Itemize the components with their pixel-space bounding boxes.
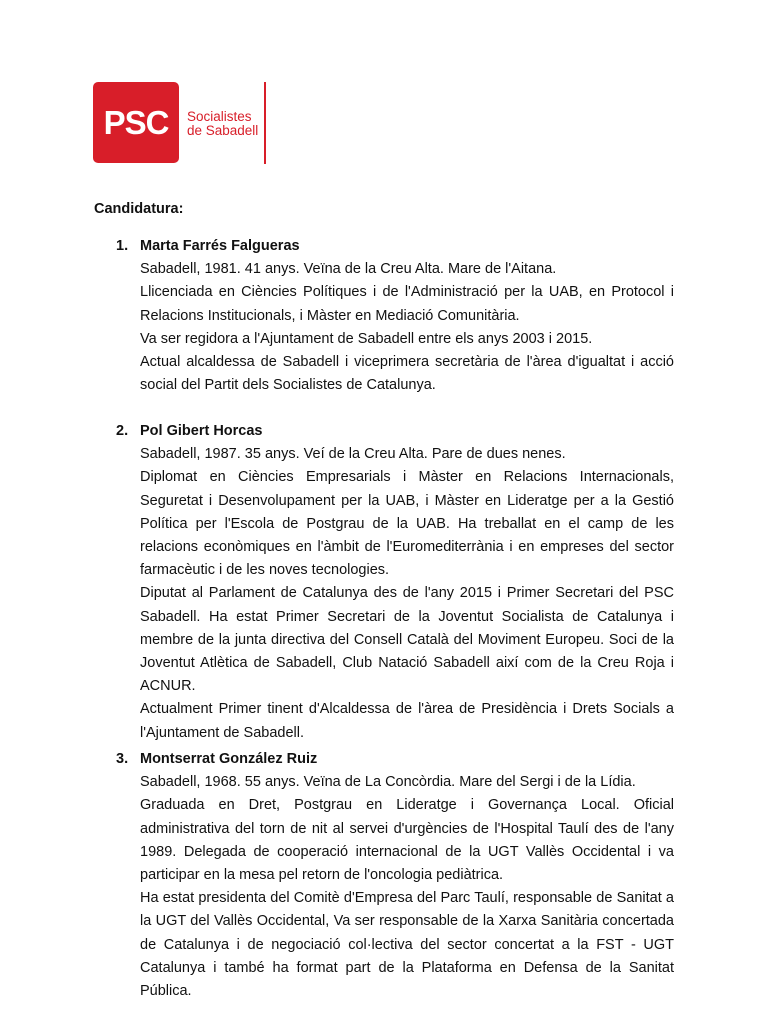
candidate-number: 2. [116,423,129,439]
candidate-bio-line: Sabadell, 1987. 35 anys. Veí de la Creu Alta. Pare de dues nenes. [140,446,566,463]
logo-line-1: Socialistes [187,109,252,124]
candidate-title [116,420,674,443]
candidate-bio-line: Graduada en Dret, Postgrau en Lideratge i Governança Local. Oficial administrativa del torn de nit al servei d'urgències de l'Hospital Taulí des de l'any 1989. Delegada de cooperació internacional de la UGT Vallès Occidental i va participar en la mesa pel retorn de l'oncologia pediàtrica. [140,797,674,884]
candidate-2 [116,420,674,745]
candidate-name: Marta Farrés Falgueras [140,238,300,254]
candidate-1 [116,235,674,397]
candidate-bio-line: Diplomat en Ciències Empresarials i Màster en Relacions Internacionals, Seguretat i Desenvolupament per la UAB, i Màster en Lideratge per a la Gestió Política per l'Escola de Postgrau de la UAB. Ha treballat en el camp de les relacions econòmiques en l'àmbit de l'Euromediterrània i en empreses del sector farmacèutic i de les noves tecnologies. [140,469,674,579]
candidate-bio-line: Va ser regidora a l'Ajuntament de Sabadell entre els anys 2003 i 2015. [140,330,593,347]
candidate-bio-line: Sabadell, 1981. 41 anys. Veïna de la Creu Alta. Mare de l'Aitana. [140,261,557,278]
candidate-number: 3. [116,751,129,767]
logo-mark [93,82,179,163]
candidate-bio-line: Actualment Primer tinent d'Alcaldessa de l'àrea de Presidència i Drets Socials a l'Ajuntament de Sabadell. [140,701,674,741]
candidate-name: Montserrat González Ruiz [140,751,318,767]
candidate-title [116,748,674,771]
candidate-bio-line: Llicenciada en Ciències Polítiques i de l'Administració per la UAB, en Protocol i Relacions Institucionals, i Màster en Mediació Comunitària. [140,284,674,324]
page-heading: Candidatura: [94,201,184,217]
candidate-bio-line: Sabadell, 1968. 55 anys. Veïna de La Concòrdia. Mare del Sergi i de la Lídia. [140,774,636,791]
candidate-bio-line: Diputat al Parlament de Catalunya des de l'any 2015 i Primer Secretari del PSC Sabadell. Ha estat Primer Secretari de la Joventut Socialista de Catalunya i membre de la junta directiva del Consell Català del Moviment Europeu. Soci de la Joventut Atlètica de Sabadell, Club Natació Sabadell així com de la Creu Roja i ACNUR. [140,585,674,695]
logo-divider [264,82,266,164]
logo-wordmark [187,110,258,138]
candidate-name: Pol Gibert Horcas [140,423,263,439]
candidate-3 [116,748,674,1003]
candidate-number: 1. [116,238,129,254]
logo-acronym: PSC [103,103,169,141]
psc-logo [93,82,258,163]
logo-line-2: de Sabadell [187,123,259,138]
candidate-bio-line: Actual alcaldessa de Sabadell i viceprimera secretària de l'àrea d'igualtat i acció social del Partit dels Socialistes de Catalunya. [140,354,674,394]
candidate-bio-line: Ha estat presidenta del Comitè d'Empresa del Parc Taulí, responsable de Sanitat a la UGT del Vallès Occidental, Va ser responsable de la Xarxa Sanitària concertada de Catalunya i de negociació col·lectiva del sector concertat a la FST - UGT Catalunya i també ha format part de la Plataforma en Defensa de la Sanitat Pública. [140,890,674,1000]
candidate-title [116,235,674,258]
